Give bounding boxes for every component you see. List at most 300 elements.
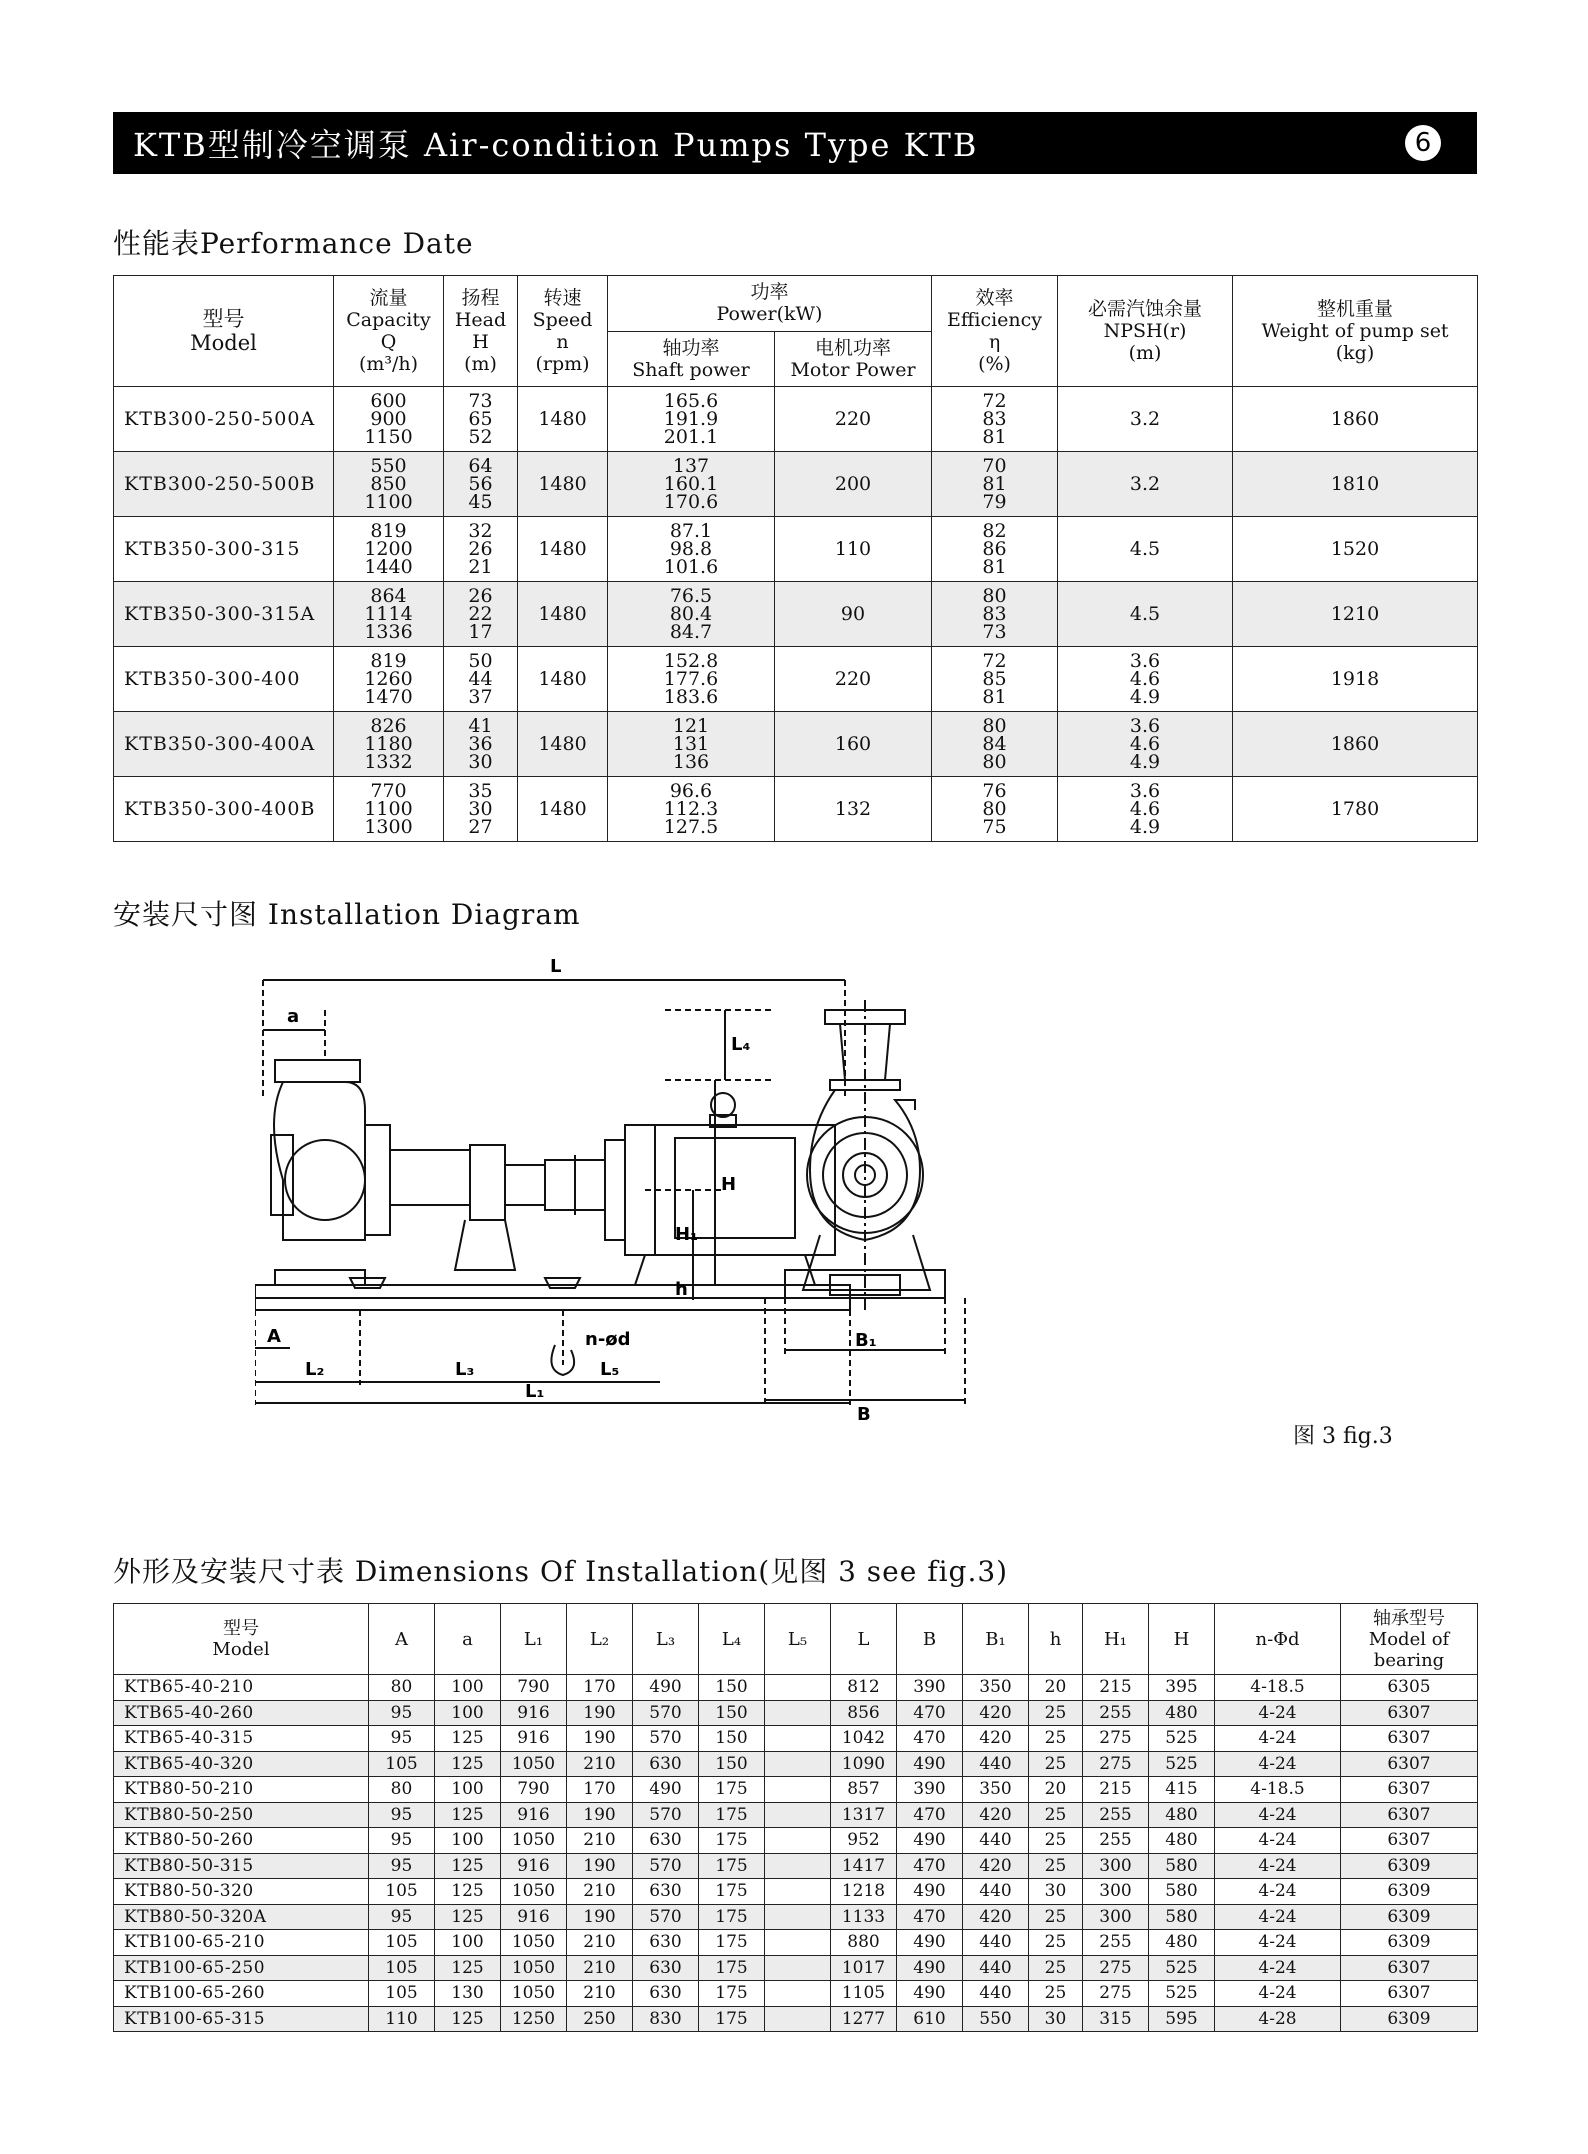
dim-cell: 175 (699, 1981, 765, 2007)
dim-cell-model: KTB65-40-210 (114, 1675, 369, 1701)
dim-cell: 470 (897, 1853, 963, 1879)
model: KTB300-250-500A (114, 387, 334, 452)
dim-cell-model: KTB100-65-250 (114, 1955, 369, 1981)
motor: 220 (775, 647, 932, 712)
dim-cell: 490 (897, 1751, 963, 1777)
dim-cell: 190 (567, 1904, 633, 1930)
table-row (114, 647, 1478, 712)
dim-cell-model: KTB80-50-210 (114, 1777, 369, 1803)
table-row (114, 2006, 1478, 2032)
figure-label: 图 3 fig.3 (1293, 1424, 1393, 1449)
dim-cell: 215 (1083, 1675, 1149, 1701)
n: 1480 (518, 777, 608, 842)
dim-cell-model: KTB100-65-315 (114, 2006, 369, 2032)
dim-header-col: H (1149, 1604, 1215, 1675)
table-row (114, 712, 1478, 777)
dim-cell (765, 1700, 831, 1726)
dim-cell (765, 1802, 831, 1828)
table-row (114, 1828, 1478, 1854)
dim-cell (765, 2006, 831, 2032)
page-number-badge: 6 (1405, 125, 1441, 161)
n: 1480 (518, 647, 608, 712)
npsh: 3.2 (1058, 452, 1233, 517)
dim-cell: 1050 (501, 1955, 567, 1981)
dim-cell: 125 (435, 1726, 501, 1752)
header-head: 扬程 Head H (m) (444, 276, 518, 387)
dim-cell: 95 (369, 1700, 435, 1726)
dim-cell: 170 (567, 1777, 633, 1803)
dim-cell: 80 (369, 1675, 435, 1701)
table-row (114, 1904, 1478, 1930)
dim-cell: 1050 (501, 1879, 567, 1905)
npsh: 4.5 (1058, 582, 1233, 647)
dim-cell: 100 (435, 1828, 501, 1854)
dim-cell: 175 (699, 1955, 765, 1981)
dim-cell: 1090 (831, 1751, 897, 1777)
dim-cell: 4-24 (1215, 1751, 1341, 1777)
dim-cell: 395 (1149, 1675, 1215, 1701)
dim-header-col: L (831, 1604, 897, 1675)
dim-cell: 480 (1149, 1828, 1215, 1854)
h: 41 36 30 (444, 712, 518, 777)
q: 864 1114 1336 (334, 582, 444, 647)
dim-cell: 440 (963, 1981, 1029, 2007)
dim-cell: 255 (1083, 1828, 1149, 1854)
dim-cell: 6307 (1341, 1955, 1478, 1981)
header-capacity: 流量 Capacity Q (m³/h) (334, 276, 444, 387)
dim-cell: 100 (435, 1777, 501, 1803)
dim-cell (765, 1828, 831, 1854)
dim-cell: 210 (567, 1879, 633, 1905)
dim-cell: 215 (1083, 1777, 1149, 1803)
dim-header-col: L₃ (633, 1604, 699, 1675)
weight: 1210 (1233, 582, 1478, 647)
dim-cell: 6309 (1341, 1930, 1478, 1956)
dim-cell: 175 (699, 1930, 765, 1956)
dim-cell (765, 1930, 831, 1956)
dim-cell: 1050 (501, 1981, 567, 2007)
dim-cell: 6309 (1341, 2006, 1478, 2032)
dim-header-col: L₁ (501, 1604, 567, 1675)
dim-cell: 420 (963, 1726, 1029, 1752)
dim-cell: 105 (369, 1981, 435, 2007)
dim-header-col: H₁ (1083, 1604, 1149, 1675)
dim-cell: 390 (897, 1675, 963, 1701)
dim-cell: 525 (1149, 1955, 1215, 1981)
dim-cell: 100 (435, 1675, 501, 1701)
dim-cell: 175 (699, 1777, 765, 1803)
dim-cell: 100 (435, 1930, 501, 1956)
dim-cell: 6309 (1341, 1853, 1478, 1879)
dim-cell: 95 (369, 1726, 435, 1752)
table-row (114, 452, 1478, 517)
dim-cell: 150 (699, 1751, 765, 1777)
dim-cell: 390 (897, 1777, 963, 1803)
dim-cell: 30 (1029, 2006, 1083, 2032)
dim-cell: 300 (1083, 1879, 1149, 1905)
table-row (114, 387, 1478, 452)
q: 826 1180 1332 (334, 712, 444, 777)
header-efficiency: 效率 Efficiency η (%) (932, 276, 1058, 387)
dim-cell: 857 (831, 1777, 897, 1803)
dim-cell: 1317 (831, 1802, 897, 1828)
motor: 110 (775, 517, 932, 582)
dim-cell: 630 (633, 1930, 699, 1956)
dim-cell-model: KTB80-50-320A (114, 1904, 369, 1930)
header-shaft-power: 轴功率 Shaft power (608, 331, 775, 387)
dim-cell: 6307 (1341, 1726, 1478, 1752)
weight: 1810 (1233, 452, 1478, 517)
dim-cell: 440 (963, 1955, 1029, 1981)
dim-cell: 790 (501, 1675, 567, 1701)
dim-cell: 610 (897, 2006, 963, 2032)
dim-cell: 190 (567, 1700, 633, 1726)
installation-diagram (255, 950, 1255, 1460)
dim-cell: 420 (963, 1802, 1029, 1828)
dim-cell-model: KTB80-50-260 (114, 1828, 369, 1854)
dim-cell: 916 (501, 1853, 567, 1879)
dim-cell: 630 (633, 1981, 699, 2007)
weight: 1860 (1233, 387, 1478, 452)
dim-cell: 6309 (1341, 1904, 1478, 1930)
dim-cell: 952 (831, 1828, 897, 1854)
npsh: 4.5 (1058, 517, 1233, 582)
dim-cell: 525 (1149, 1981, 1215, 2007)
page-title: KTB型制冷空调泵 Air-condition Pumps Type KTB (133, 126, 979, 164)
table-row (114, 1981, 1478, 2007)
dim-cell-model: KTB80-50-315 (114, 1853, 369, 1879)
npsh: 3.2 (1058, 387, 1233, 452)
eff: 76 80 75 (932, 777, 1058, 842)
dim-cell: 550 (963, 2006, 1029, 2032)
dim-cell: 275 (1083, 1726, 1149, 1752)
dim-cell-model: KTB65-40-315 (114, 1726, 369, 1752)
dim-cell: 125 (435, 1853, 501, 1879)
dim-cell: 105 (369, 1879, 435, 1905)
dim-cell: 300 (1083, 1853, 1149, 1879)
dim-cell: 1133 (831, 1904, 897, 1930)
installation-section-title: 安装尺寸图 Installation Diagram (113, 898, 581, 931)
shaft: 121 131 136 (608, 712, 775, 777)
dim-cell: 1050 (501, 1828, 567, 1854)
dim-cell: 490 (897, 1981, 963, 2007)
dim-cell (765, 1981, 831, 2007)
dim-header-model: 型号 Model (114, 1604, 369, 1675)
dim-cell: 790 (501, 1777, 567, 1803)
dim-cell: 25 (1029, 1981, 1083, 2007)
dim-header-col: B (897, 1604, 963, 1675)
dim-cell: 1417 (831, 1853, 897, 1879)
model: KTB350-300-400A (114, 712, 334, 777)
dim-label-H1: H₁ (675, 1224, 698, 1245)
dim-cell: 350 (963, 1675, 1029, 1701)
dim-label-H: H (721, 1174, 737, 1195)
dimensions-table (113, 1603, 1478, 2032)
table-row (114, 1802, 1478, 1828)
dim-cell: 105 (369, 1955, 435, 1981)
dim-cell: 856 (831, 1700, 897, 1726)
dim-cell: 580 (1149, 1853, 1215, 1879)
performance-section-title: 性能表Performance Date (113, 227, 474, 260)
table-row (114, 1726, 1478, 1752)
dim-cell: 1277 (831, 2006, 897, 2032)
dim-cell: 4-24 (1215, 1981, 1341, 2007)
dim-cell: 470 (897, 1700, 963, 1726)
h: 73 65 52 (444, 387, 518, 452)
dim-cell: 25 (1029, 1904, 1083, 1930)
dim-cell: 255 (1083, 1802, 1149, 1828)
weight: 1520 (1233, 517, 1478, 582)
motor: 160 (775, 712, 932, 777)
dim-cell: 300 (1083, 1904, 1149, 1930)
dim-cell: 490 (633, 1675, 699, 1701)
dim-cell: 916 (501, 1726, 567, 1752)
dim-cell: 630 (633, 1828, 699, 1854)
dim-header-bearing: 轴承型号 Model of bearing (1341, 1604, 1478, 1675)
dim-cell: 6307 (1341, 1802, 1478, 1828)
dim-label-L: L (550, 956, 562, 977)
dim-cell: 490 (897, 1828, 963, 1854)
npsh: 3.6 4.6 4.9 (1058, 777, 1233, 842)
dim-cell: 210 (567, 1981, 633, 2007)
eff: 80 83 73 (932, 582, 1058, 647)
dim-cell: 470 (897, 1726, 963, 1752)
dim-cell: 25 (1029, 1955, 1083, 1981)
dim-cell: 20 (1029, 1675, 1083, 1701)
dim-header-col: L₅ (765, 1604, 831, 1675)
dim-cell: 415 (1149, 1777, 1215, 1803)
dim-cell: 210 (567, 1828, 633, 1854)
dim-cell: 25 (1029, 1751, 1083, 1777)
dim-cell: 6307 (1341, 1751, 1478, 1777)
dim-cell: 105 (369, 1930, 435, 1956)
dim-cell: 916 (501, 1904, 567, 1930)
dim-cell: 630 (633, 1955, 699, 1981)
page-header (113, 112, 1477, 174)
shaft: 152.8 177.6 183.6 (608, 647, 775, 712)
dim-cell: 4-24 (1215, 1879, 1341, 1905)
dim-cell-model: KTB100-65-210 (114, 1930, 369, 1956)
table-row (114, 1700, 1478, 1726)
model: KTB350-300-315 (114, 517, 334, 582)
dim-cell: 630 (633, 1751, 699, 1777)
dim-cell: 916 (501, 1700, 567, 1726)
header-speed: 转速 Speed n (rpm) (518, 276, 608, 387)
weight: 1780 (1233, 777, 1478, 842)
dim-cell: 480 (1149, 1700, 1215, 1726)
q: 550 850 1100 (334, 452, 444, 517)
dim-cell: 6307 (1341, 1828, 1478, 1854)
dim-cell: 490 (897, 1879, 963, 1905)
dim-cell: 190 (567, 1726, 633, 1752)
dim-cell: 490 (633, 1777, 699, 1803)
dim-cell: 255 (1083, 1930, 1149, 1956)
dim-cell: 630 (633, 1879, 699, 1905)
dim-label-L3: L₃ (455, 1359, 475, 1380)
table-row (114, 1955, 1478, 1981)
dim-header-col: a (435, 1604, 501, 1675)
npsh: 3.6 4.6 4.9 (1058, 647, 1233, 712)
dim-cell: 4-24 (1215, 1930, 1341, 1956)
table-row (114, 1675, 1478, 1701)
dim-cell (765, 1777, 831, 1803)
dim-cell: 4-24 (1215, 1726, 1341, 1752)
dim-cell: 175 (699, 1879, 765, 1905)
dim-cell: 570 (633, 1802, 699, 1828)
dim-cell: 95 (369, 1853, 435, 1879)
dim-cell: 4-24 (1215, 1853, 1341, 1879)
dim-cell: 210 (567, 1930, 633, 1956)
h: 64 56 45 (444, 452, 518, 517)
dim-cell: 80 (369, 1777, 435, 1803)
dim-cell: 25 (1029, 1828, 1083, 1854)
dim-cell: 1050 (501, 1930, 567, 1956)
n: 1480 (518, 712, 608, 777)
dim-cell: 275 (1083, 1751, 1149, 1777)
dim-header-col: L₄ (699, 1604, 765, 1675)
dim-label-B1: B₁ (855, 1330, 877, 1351)
dim-cell: 880 (831, 1930, 897, 1956)
dim-cell: 275 (1083, 1955, 1149, 1981)
dim-cell: 1218 (831, 1879, 897, 1905)
shaft: 76.5 80.4 84.7 (608, 582, 775, 647)
dim-cell: 130 (435, 1981, 501, 2007)
dim-cell: 190 (567, 1853, 633, 1879)
dim-cell: 525 (1149, 1726, 1215, 1752)
dim-cell: 250 (567, 2006, 633, 2032)
dim-cell: 4-18.5 (1215, 1777, 1341, 1803)
dim-cell: 6309 (1341, 1879, 1478, 1905)
dim-cell: 580 (1149, 1904, 1215, 1930)
dim-cell (765, 1675, 831, 1701)
shaft: 87.1 98.8 101.6 (608, 517, 775, 582)
dimensions-section-title: 外形及安装尺寸表 Dimensions Of Installation(见图 3 see fig.3) (113, 1555, 1009, 1588)
eff: 72 85 81 (932, 647, 1058, 712)
table-row (114, 1777, 1478, 1803)
table-row (114, 517, 1478, 582)
h: 32 26 21 (444, 517, 518, 582)
dim-cell: 350 (963, 1777, 1029, 1803)
model: KTB350-300-315A (114, 582, 334, 647)
dim-cell: 105 (369, 1751, 435, 1777)
dim-cell: 470 (897, 1904, 963, 1930)
dim-cell (765, 1955, 831, 1981)
dim-label-A: A (267, 1326, 281, 1347)
eff: 80 84 80 (932, 712, 1058, 777)
dim-header-col: n-Φd (1215, 1604, 1341, 1675)
header-model: 型号 Model (114, 276, 334, 387)
dim-header-col: L₂ (567, 1604, 633, 1675)
dim-cell: 1105 (831, 1981, 897, 2007)
dim-cell: 4-28 (1215, 2006, 1341, 2032)
dim-cell: 420 (963, 1904, 1029, 1930)
dim-cell (765, 1879, 831, 1905)
header-weight: 整机重量 Weight of pump set (kg) (1233, 276, 1478, 387)
dim-cell: 6307 (1341, 1981, 1478, 2007)
dim-cell: 210 (567, 1955, 633, 1981)
dim-cell: 150 (699, 1675, 765, 1701)
table-row (114, 1853, 1478, 1879)
dim-cell-model: KTB65-40-320 (114, 1751, 369, 1777)
eff: 82 86 81 (932, 517, 1058, 582)
header-power: 功率 Power(kW) (608, 276, 932, 332)
shaft: 165.6 191.9 201.1 (608, 387, 775, 452)
dim-cell: 1017 (831, 1955, 897, 1981)
dim-cell: 210 (567, 1751, 633, 1777)
dim-label-L2: L₂ (305, 1359, 325, 1380)
dim-label-B: B (857, 1404, 871, 1425)
dim-cell: 812 (831, 1675, 897, 1701)
motor: 90 (775, 582, 932, 647)
shaft: 96.6 112.3 127.5 (608, 777, 775, 842)
dim-cell: 830 (633, 2006, 699, 2032)
dim-cell (765, 1751, 831, 1777)
dim-cell: 1050 (501, 1751, 567, 1777)
model: KTB350-300-400B (114, 777, 334, 842)
motor: 200 (775, 452, 932, 517)
dim-cell: 175 (699, 1828, 765, 1854)
motor: 132 (775, 777, 932, 842)
header-npsh: 必需汽蚀余量 NPSH(r) (m) (1058, 276, 1233, 387)
dim-cell: 420 (963, 1853, 1029, 1879)
dim-cell: 595 (1149, 2006, 1215, 2032)
dim-cell: 30 (1029, 1879, 1083, 1905)
q: 819 1260 1470 (334, 647, 444, 712)
dim-cell-model: KTB100-65-260 (114, 1981, 369, 2007)
dim-label-L1: L₁ (525, 1381, 545, 1402)
dim-cell: 1250 (501, 2006, 567, 2032)
dim-cell: 170 (567, 1675, 633, 1701)
dim-cell (765, 1853, 831, 1879)
dim-cell: 95 (369, 1802, 435, 1828)
dim-cell (765, 1904, 831, 1930)
weight: 1918 (1233, 647, 1478, 712)
dim-cell: 480 (1149, 1802, 1215, 1828)
dim-cell: 480 (1149, 1930, 1215, 1956)
dim-cell: 1042 (831, 1726, 897, 1752)
dim-cell-model: KTB80-50-250 (114, 1802, 369, 1828)
table-row (114, 1751, 1478, 1777)
dim-cell: 4-24 (1215, 1904, 1341, 1930)
dim-cell: 20 (1029, 1777, 1083, 1803)
h: 35 30 27 (444, 777, 518, 842)
dim-cell: 25 (1029, 1930, 1083, 1956)
dim-cell: 440 (963, 1930, 1029, 1956)
dim-cell: 95 (369, 1904, 435, 1930)
n: 1480 (518, 517, 608, 582)
q: 770 1100 1300 (334, 777, 444, 842)
dim-cell-model: KTB80-50-320 (114, 1879, 369, 1905)
dim-cell: 175 (699, 2006, 765, 2032)
dim-cell: 315 (1083, 2006, 1149, 2032)
table-row (114, 582, 1478, 647)
dim-cell: 4-24 (1215, 1700, 1341, 1726)
weight: 1860 (1233, 712, 1478, 777)
dim-header-col: h (1029, 1604, 1083, 1675)
dim-cell: 125 (435, 1904, 501, 1930)
dim-cell: 6307 (1341, 1700, 1478, 1726)
dim-cell: 175 (699, 1904, 765, 1930)
dim-cell: 125 (435, 2006, 501, 2032)
dim-cell (765, 1726, 831, 1752)
dim-label-a: a (287, 1006, 300, 1027)
h: 26 22 17 (444, 582, 518, 647)
dim-cell: 150 (699, 1700, 765, 1726)
performance-table (113, 275, 1478, 842)
dim-cell-model: KTB65-40-260 (114, 1700, 369, 1726)
dim-cell: 580 (1149, 1879, 1215, 1905)
dim-cell: 420 (963, 1700, 1029, 1726)
